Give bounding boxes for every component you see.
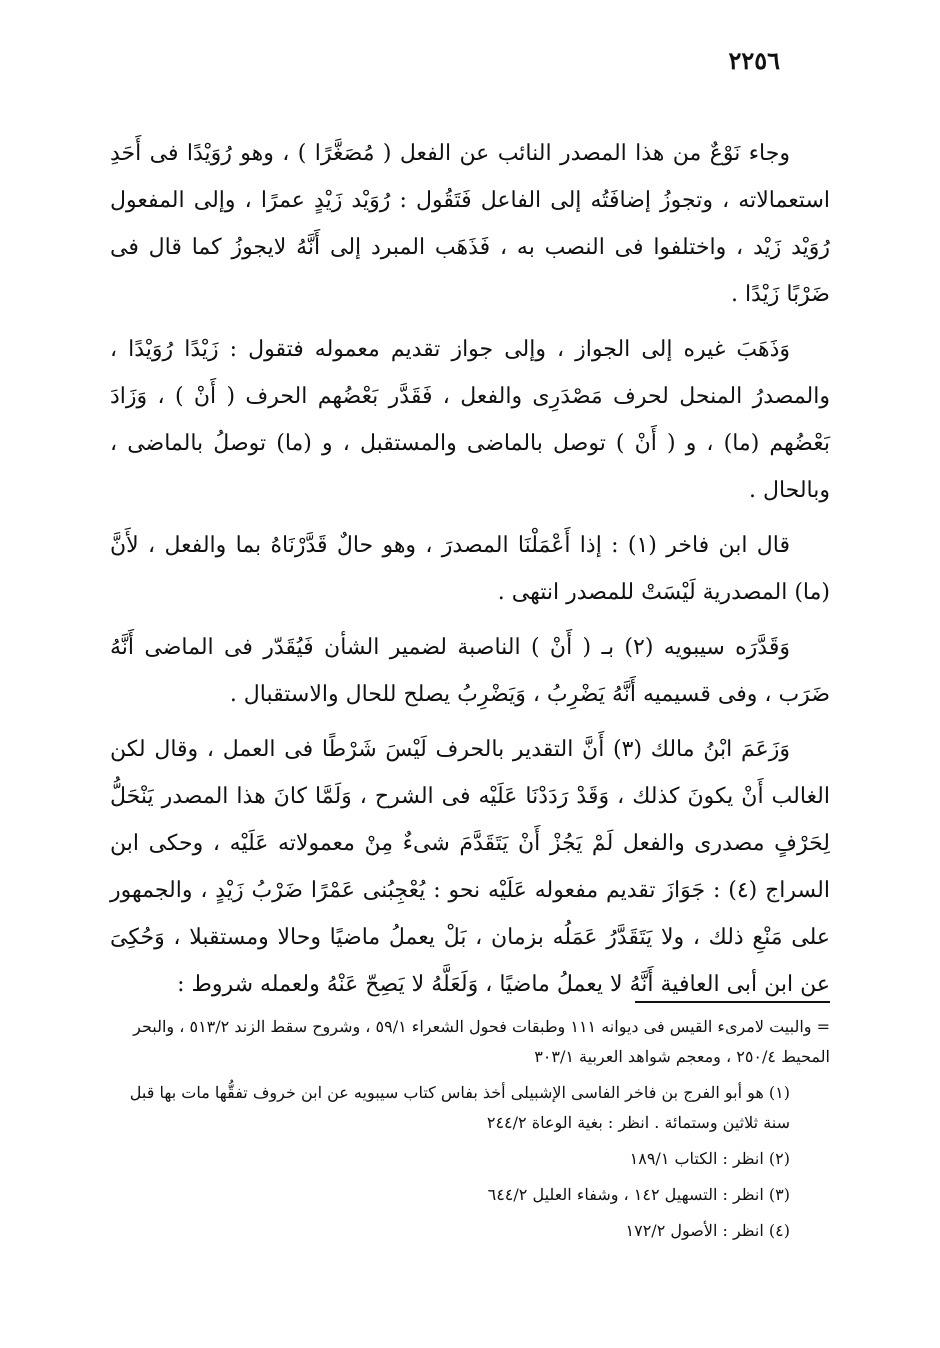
footnote-separator <box>635 1001 830 1003</box>
paragraph-1: وجاء نَوْعٌ من هذا المصدر النائب عن الفعل ( مُصَغَّرًا ) ، وهو رُوَيْدًا فى أَحَدِ استعمالاته ، وتجوزُ إضافَتُه إلى الفاعل فَتَقُول : رُوَيْد زَيْدٍ عمرًا ، وإلى المفعول رُوَيْد زَيْد ، واختلفوا فى النصب به ، فَذَهَب المبرد إلى أَنَّهُ لايجوزُ كما قال فى ضَرْبًا زَيْدًا . <box>110 141 830 307</box>
main-text <box>110 130 830 1016</box>
footnote-1: (١) هو أبو الفرج بن فاخر الفاسى الإشبيلى أخذ بفاس كتاب سيبويه عن ابن خروف تفقُّها مات بها قبل سنة ثلاثين وستمائة . انظر : بغية الوعاة ٢٤٤/٢ <box>129 1083 790 1132</box>
footnote-continuation: = والبيت لامرىء القيس فى ديوانه ١١١ وطبقات فحول الشعراء ٥٩/١ ، وشروح سقط الزند ٥١٣/٢ ، والبحر المحيط ٢٥٠/٤ ، ومعجم شواهد العربية ٣٠٣/١ <box>133 1017 830 1066</box>
page-number: ٢٢٥٦ <box>728 46 780 75</box>
paragraph-3: قال ابن فاخر (١) : إذا أَعْمَلْنَا المصدرَ ، وهو حالٌ قَدَّرْنَاهُ بما والفعل ، لأَنَّ (ما) المصدرية لَيْسَتْ للمصدر انتهى . <box>110 533 830 605</box>
paragraph-2: وَذَهَبَ غيره إلى الجواز ، وإلى جواز تقديم معموله فتقول : زَيْدًا رُوَيْدًا ، والمصدرُ المنحل لحرف مَصْدَرِى والفعل ، فَقَدَّر بَعْضُهم الحرف ( أَنْ ) ، وَزَادَ بَعْضُهم (ما) ، و ( أَنْ ) توصل بالماضى والمستقبل ، و (ما) توصلُ بالماضى ، وبالحال . <box>110 337 830 503</box>
paragraph-5: وَزَعَمَ ابْنُ مالك (٣) أَنَّ التقدير بالحرف لَيْسَ شَرْطًا فى العمل ، وقال لكن الغالب أَنْ يكونَ كذلك ، وَقَدْ رَدَدْنَا عَلَيْه فى الشرح ، وَلَمَّا كانَ هذا المصدر يَنْحَلُّ لِحَرْفٍ مصدرى والفعل لَمْ يَجُزْ أَنْ يَتَقَدَّمَ شىءٌ مِنْ معمولاته عَلَيْه ، وحكى ابن السراج (٤) : جَوَازَ تقديم مفعوله عَلَيْه نحو : يُعْجِبُنى عَمْرًا ضَرْبُ زَيْدٍ ، والجمهور على مَنْعِ ذلك ، ولا يَتَقَدَّرُ عَمَلُه بزمان ، بَلْ يعملُ ماضيًا وحالا ومستقبلا ، وَحُكِىَ عن ابن أبى العافية أَنَّهُ لا يعملُ ماضيًا ، وَلَعَلَّهُ لا يَصِحّ عَنْهُ ولعمله شروط : <box>110 737 830 997</box>
footnotes <box>110 1012 830 1252</box>
footnote-3: (٣) انظر : التسهيل ١٤٢ ، وشفاء العليل ٦٤٤/٢ <box>487 1185 790 1204</box>
footnote-4: (٤) انظر : الأصول ١٧٢/٢ <box>625 1221 790 1240</box>
footnote-2: (٢) انظر : الكتاب ١٨٩/١ <box>629 1149 790 1168</box>
paragraph-4: وَقَدَّرَه سيبويه (٢) بـ ( أَنْ ) الناصبة لضمير الشأن فَيُقَدّر فى الماضى أَنَّهُ ضَرَب ، وفى قسيميه أَنَّهُ يَضْرِبُ ، وَيَضْرِبُ يصلح للحال والاستقبال . <box>110 635 830 707</box>
